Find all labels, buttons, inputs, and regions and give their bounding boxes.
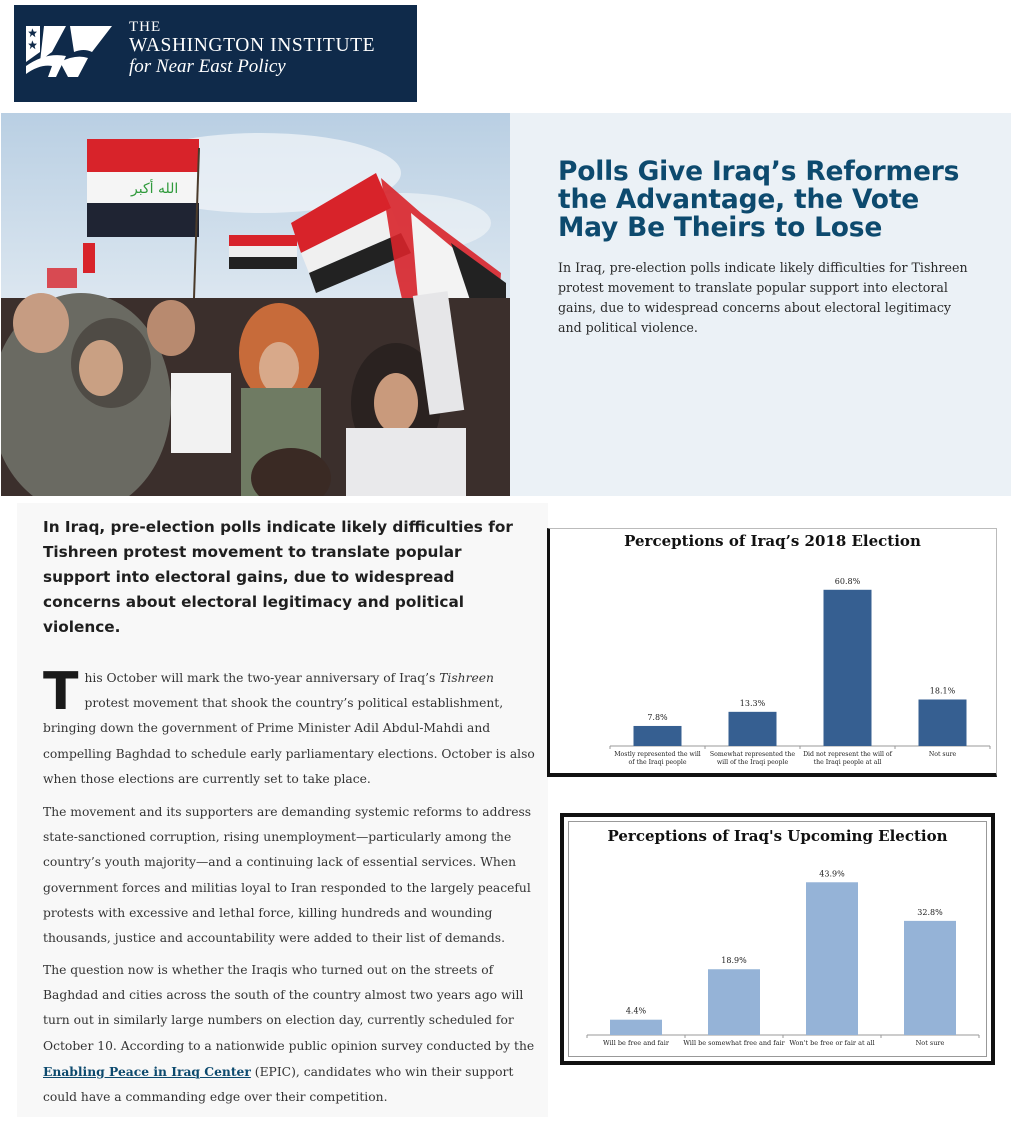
- hero-summary: In Iraq, pre-election polls indicate likely difficulties for Tishreen protest movement to translate popular support into electoral gains, due to widespread concerns about electoral legitimacy and political violence.: [558, 260, 968, 335]
- data-label: 7.8%: [647, 712, 668, 722]
- chart-title: Perceptions of Iraq's Upcoming Election: [607, 827, 948, 845]
- bar: [904, 921, 956, 1035]
- article-body: [17, 503, 548, 1117]
- data-label: 32.8%: [917, 907, 943, 917]
- bar: [634, 726, 682, 746]
- data-label: 13.3%: [739, 698, 766, 708]
- drop-cap: T: [43, 662, 79, 722]
- category-label: Not sure: [915, 1039, 945, 1047]
- category-label: Did not represent the will of: [803, 751, 892, 758]
- category-label: of the Iraqi people: [628, 759, 687, 766]
- site-logo[interactable]: [14, 5, 417, 102]
- data-label: 4.4%: [625, 1006, 647, 1016]
- chart-upcoming-election: [560, 813, 995, 1065]
- category-label: the Iraqi people at all: [813, 759, 882, 766]
- article-paragraph-1: This October will mark the two-year anniversary of Iraq’s Tishreen protest movement that shook the country’s political establishment, bringing down the government of Prime Minister Adil Abdul-Mahdi and compelling Baghdad to schedule early parliamentary elections. October is also when those elections are currently set to take place.: [43, 662, 535, 786]
- logo-text-subtitle: for Near East Policy: [129, 56, 286, 77]
- data-label: 18.1%: [929, 686, 956, 696]
- bar: [610, 1020, 662, 1035]
- category-label: will of the Iraqi people: [716, 759, 789, 766]
- logo-text-name: WASHINGTON INSTITUTE: [129, 35, 376, 56]
- flag-w-logo-icon: [26, 22, 112, 77]
- chart-2018-election: [547, 528, 997, 777]
- data-label: 18.9%: [721, 956, 747, 966]
- page-title: Polls Give Iraq’s Reformers the Advantage, the Vote May Be Theirs to Lose: [558, 156, 960, 243]
- chart-title: Perceptions of Iraq’s 2018 Election: [624, 532, 921, 550]
- article-paragraph-2: The movement and its supporters are demanding systemic reforms to address state-sanctioned corruption, rising unemployment—particularly among the country’s youth majority—and a continuing lack of essential services. When government forces and militias loyal to Iran responded to the largely peaceful protests with excessive and lethal force, killing hundreds and wounding thousands, justice and accountability were added to their list of demands.: [43, 805, 532, 946]
- data-label: 60.8%: [834, 576, 861, 586]
- category-label: Will be free and fair: [603, 1039, 669, 1047]
- article-paragraph-3: The question now is whether the Iraqis who turned out on the streets of Baghdad and cities across the south of the country almost two years ago will turn out in similarly large numbers on election day, currently scheduled for October 10. According to a nationwide public opinion survey conducted by the Enabling Peace in Iraq Center (EPIC), candidates who win their support could have a commanding edge over their competition.: [43, 963, 535, 1105]
- bar: [824, 590, 872, 746]
- epic-link[interactable]: Enabling Peace in Iraq Center: [43, 1063, 251, 1079]
- chart-2018-election-svg: [550, 529, 995, 773]
- category-label: Won't be free or fair at all: [789, 1039, 875, 1047]
- iraqi-flag-icon: [229, 235, 297, 269]
- article-lede: In Iraq, pre-election polls indicate likely difficulties for Tishreen protest movement to translate popular support into electoral gains, due to widespread concerns about electoral legitimacy and political violence.: [43, 518, 513, 636]
- svg-text:الله أكبر: الله أكبر: [131, 181, 179, 197]
- category-label: Will be somewhat free and fair: [683, 1039, 785, 1047]
- bar: [708, 969, 760, 1035]
- protest-photo-illustration: [1, 113, 510, 496]
- bar: [729, 712, 777, 746]
- category-label: Somewhat represented the: [709, 751, 796, 758]
- bar: [919, 699, 967, 746]
- chart-upcoming-election-svg: [569, 822, 986, 1056]
- category-label: Not sure: [928, 751, 957, 758]
- hero-panel: [510, 113, 1011, 496]
- logo-text-the: THE: [129, 19, 162, 35]
- bar: [806, 882, 858, 1035]
- category-label: Mostly represented the will: [614, 751, 701, 758]
- data-label: 43.9%: [819, 869, 845, 879]
- hero-image: [1, 113, 510, 496]
